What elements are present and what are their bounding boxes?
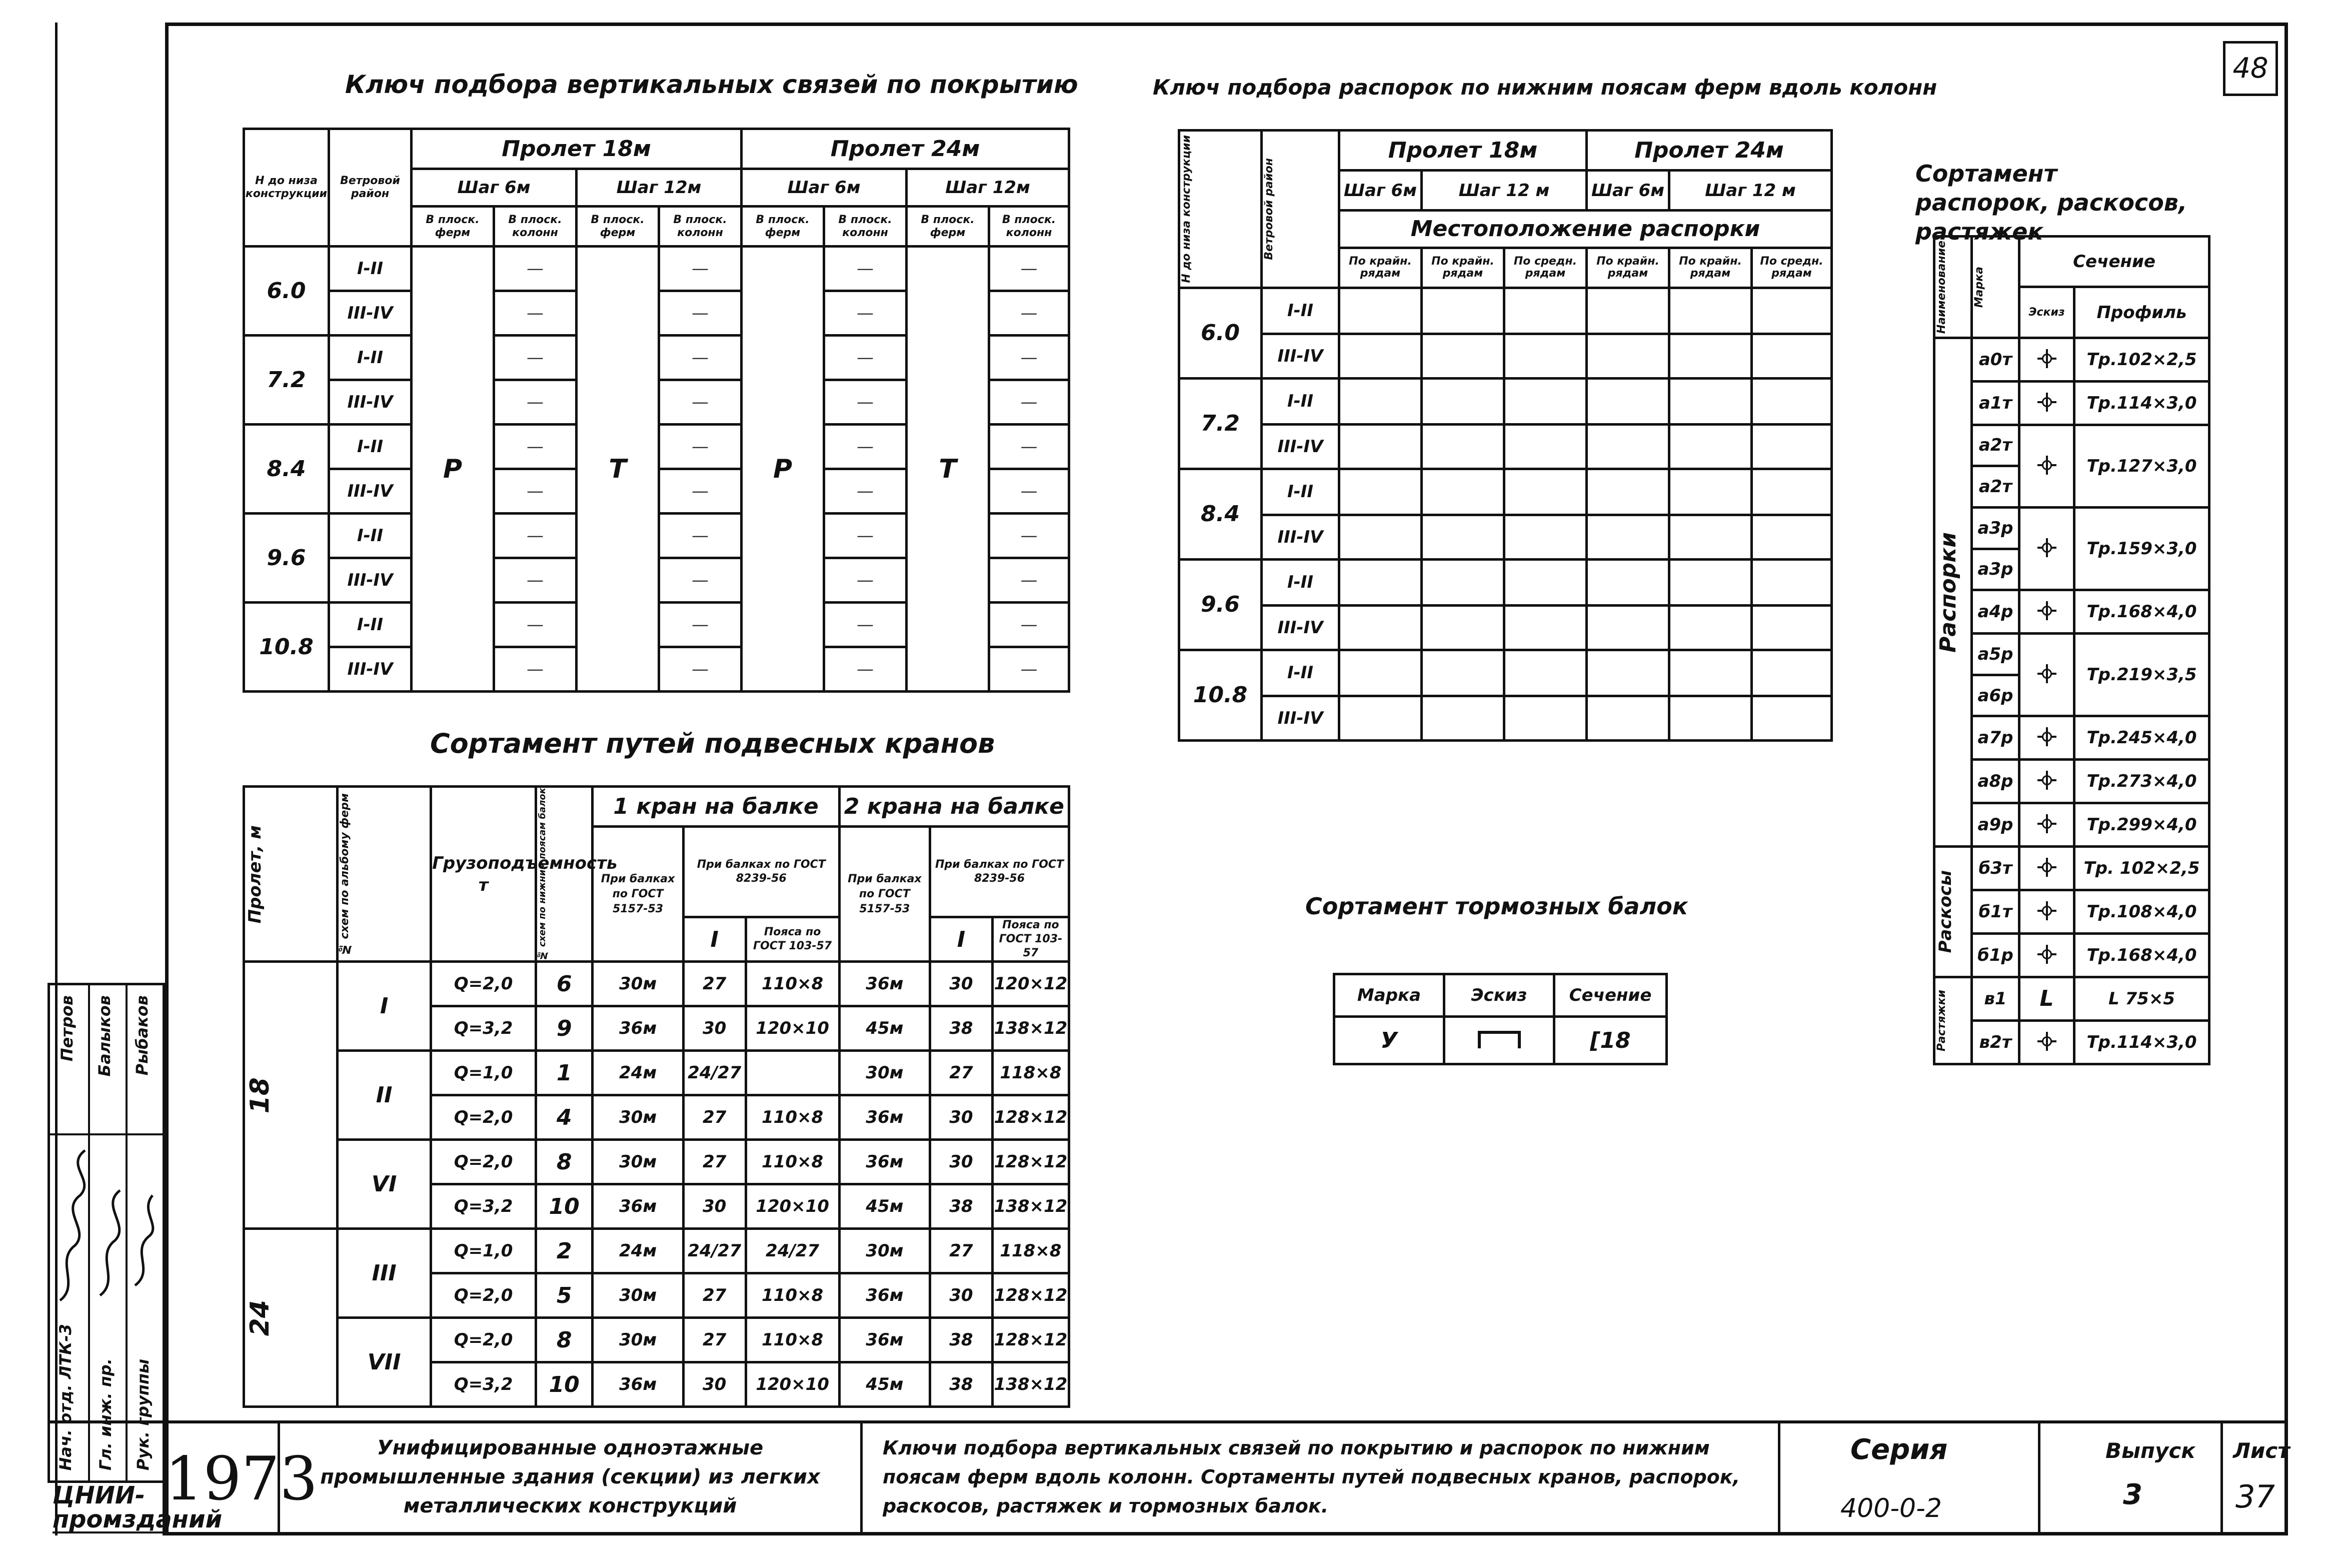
issue-number: 3 <box>2123 1478 2142 1511</box>
series-label: Серия <box>1850 1433 1948 1466</box>
t1-step12-b: Шаг 12м <box>907 169 1069 207</box>
pipe-section-icon <box>2037 771 2056 790</box>
stamp-name: Рыбаков <box>133 995 152 1076</box>
t1-wind: III-IV <box>329 558 412 603</box>
signatures <box>50 1135 163 1315</box>
pipe-section-icon <box>2037 814 2056 833</box>
sheet-page: 37 <box>2235 1478 2275 1515</box>
t2-step12: Шаг 12 м <box>1422 171 1587 211</box>
t1-plane-col: В плоск. колонн <box>494 207 577 247</box>
pipe-section-icon <box>2037 456 2056 475</box>
t1-step6-b: Шаг 6м <box>742 169 907 207</box>
t1-plane-truss: В плоск. ферм <box>412 207 494 247</box>
t1-plane-truss: В плоск. ферм <box>742 207 824 247</box>
t2-wind-header: Ветровой район <box>1263 158 1275 260</box>
t1-wind: III-IV <box>329 380 412 425</box>
t1-plane-truss: В плоск. ферм <box>577 207 659 247</box>
t2-step6: Шаг 6м <box>1339 171 1422 211</box>
t1-span24-header: Пролет 24м <box>742 129 1069 169</box>
t2-location-header: Местоположение распорки <box>1339 211 1832 248</box>
issue-label: Выпуск <box>2105 1438 2195 1463</box>
pipe-section-icon <box>2037 601 2056 620</box>
strut-key-table: Н до низа конструкции Ветровой район Пролет 18м Пролет 24м Шаг 6м Шаг 12 м Шаг 6м Шаг 12 м Местоположение распорки По крайн. рядам По крайн. рядам По средн. рядам По крайн. рядам По крайн. рядам По средн. рядам 6.0 I-II III-IV 7.2 I-II III-IV 8.4 I-II III-IV 9.6 I-II III-IV 10.8 I-II III-IV <box>1178 129 1833 742</box>
brake-beam-table: Марка Эскиз Сечение У [18 <box>1333 973 1668 1065</box>
sheet-number: 48 <box>2232 52 2268 85</box>
pipe-section-icon <box>2037 538 2056 557</box>
t1-plane-col: В плоск. колонн <box>989 207 1069 247</box>
pipe-section-icon <box>2037 664 2056 683</box>
t1-wind: I-II <box>329 603 412 647</box>
t1-wind: I-II <box>329 425 412 469</box>
pipe-section-icon <box>2037 945 2056 964</box>
t1-step12-a: Шаг 12м <box>577 169 742 207</box>
pipe-section-icon <box>2037 901 2056 920</box>
stamp-name: Балыков <box>95 995 114 1077</box>
table2-title: Ключ подбора распорок по нижним поясам ферм вдоль колонн <box>1153 75 1937 100</box>
sheet-subject: Ключи подбора вертикальных связей по покрытию и распорок по нижним поясам ферм вдоль колонн. Сортаменты путей подвесных кранов, распорок, раскосов, растяжек и тормозных балок. <box>883 1437 1740 1517</box>
t1-height: 9.6 <box>244 514 329 603</box>
title-block <box>48 1420 2288 1535</box>
series-number: 400-0-2 <box>1840 1493 1942 1523</box>
sheet-label: Лист <box>2233 1438 2290 1463</box>
t1-mark-t: Т <box>907 247 989 692</box>
pipe-section-icon <box>2037 1032 2056 1051</box>
t1-span18-header: Пролет 18м <box>412 129 742 169</box>
t1-plane-truss: В плоск. ферм <box>907 207 989 247</box>
pipe-section-icon <box>2037 393 2056 412</box>
t1-wind: I-II <box>329 336 412 380</box>
t1-height: 10.8 <box>244 603 329 692</box>
t1-wind: III-IV <box>329 469 412 514</box>
table1-title: Ключ подбора вертикальных связей по покрытию <box>345 70 1078 99</box>
t1-step6-a: Шаг 6м <box>412 169 577 207</box>
vertical-bracing-key-table: Н до низа конструкции Ветровой район Пролет 18м Пролет 24м Шаг 6м Шаг 12м Шаг 6м Шаг 12м В плоск. ферм В плоск. колонн В плоск. ферм В плоск. колонн В плоск. ферм В плоск. колонн В плоск. ферм В плоск. колонн 6.0 I-II Р — Т — Р — Т — III-IV — — — — 7.2 I-II — — — — III-IV — — — — 8.4 I-II — — — — III-IV — — — — 9.6 I-II — — — — III-IV — — — — 10.8 I-II — — — — III-IV — — — — <box>243 128 1070 693</box>
t1-mark-t: Т <box>577 247 659 692</box>
struts-assortment-table: Наименование Марка Сечение Эскиз Профиль Распорки а0т Тр.102×2,5 а1т Тр.114×3,0 а2т Тр.127×3,0 а2т а3р Тр.159×3,0 а3р а4р Тр.168×4,0 а5р Тр.219×3,5 а6р а7р Тр.245×4,0 а8р Тр.273×4,0 а9р Тр.299×4,0 Раскосы б3т Тр. 102×2,5 б1т Тр.108×4,0 б1р Тр.168×4,0 Растяжки в1 L L 75×5 в2т Тр.114×3,0 <box>1933 235 2210 1065</box>
pipe-section-icon <box>2037 349 2056 368</box>
t1-wind: III-IV <box>329 647 412 692</box>
t2-span18-header: Пролет 18м <box>1339 131 1587 171</box>
t1-wind: III-IV <box>329 291 412 336</box>
stamp-name: Петров <box>58 995 77 1062</box>
t1-height-header: Н до низа конструкции <box>244 129 329 247</box>
t1-plane-col: В плоск. колонн <box>824 207 907 247</box>
year: 1973 <box>165 1444 318 1514</box>
t1-height: 8.4 <box>244 425 329 514</box>
t2-height-header: Н до низа конструкции <box>1180 135 1193 283</box>
crane-track-assortment-table: Пролет, м № схем по альбому ферм Грузоподъемность т № схем по нижним поясам балок 1 кран на балке 2 крана на балке При балках по ГОСТ 5157-53 При балках по ГОСТ 8239-56 При балках по ГОСТ 5157-53 При балках по ГОСТ 8239-56 I Пояса по ГОСТ 103-57 I Пояса по ГОСТ 103-57 18 I Q=2,0 6 30м 27 110×8 36м 30 120×12 Q=3,2 9 36м 30 120×10 45м 38 138×12 II Q=1,0 1 24м 24/27 30м 27 118×8 Q=2,0 4 30м 27 110×8 36м 30 128×12 VI Q=2,0 8 30м 27 110×8 36м 30 128×12 Q=3,2 10 36м 30 120×10 45м 38 138×12 24 III Q=1,0 2 24м 24/27 24/27 30м 27 118×8 Q=2,0 5 30м 27 110×8 36м 30 128×12 VII Q=2,0 8 30м 27 110×8 36м 38 128×12 Q=3,2 10 36м 30 120×10 45м 38 138×12 <box>243 785 1070 1408</box>
org-name: ЦНИИ-промзданий <box>53 1481 223 1533</box>
channel-section-icon <box>1477 1029 1522 1049</box>
sheet-number-box <box>2223 41 2278 96</box>
t2-span24-header: Пролет 24м <box>1587 131 1832 171</box>
t2-step12: Шаг 12 м <box>1669 171 1832 211</box>
t1-wind: I-II <box>329 514 412 558</box>
table3-title: Сортамент распорок, раскосов, растяжек <box>1915 160 2187 245</box>
pipe-section-icon <box>2037 858 2056 877</box>
side-stamp: Нач. отд. ЛТК-3 Гл. инж. пр. Рук. группы Петров Балыков Рыбаков <box>48 983 165 1483</box>
table5-title: Сортамент тормозных балок <box>1305 893 1688 920</box>
t1-plane-col: В плоск. колонн <box>659 207 742 247</box>
table4-title: Сортамент путей подвесных кранов <box>430 728 995 759</box>
t1-mark-p: Р <box>742 247 824 692</box>
angle-section-icon: L <box>2019 977 2074 1021</box>
t1-wind: I-II <box>329 247 412 291</box>
t1-wind-header: Ветровой район <box>329 129 412 247</box>
t2-step6: Шаг 6м <box>1587 171 1669 211</box>
t1-height: 7.2 <box>244 336 329 425</box>
t1-height: 6.0 <box>244 247 329 336</box>
pipe-section-icon <box>2037 727 2056 746</box>
t1-mark-p: Р <box>412 247 494 692</box>
project-description: Унифицированные одноэтажные промышленные здания (секции) из легких металлических конструкций <box>320 1436 820 1517</box>
